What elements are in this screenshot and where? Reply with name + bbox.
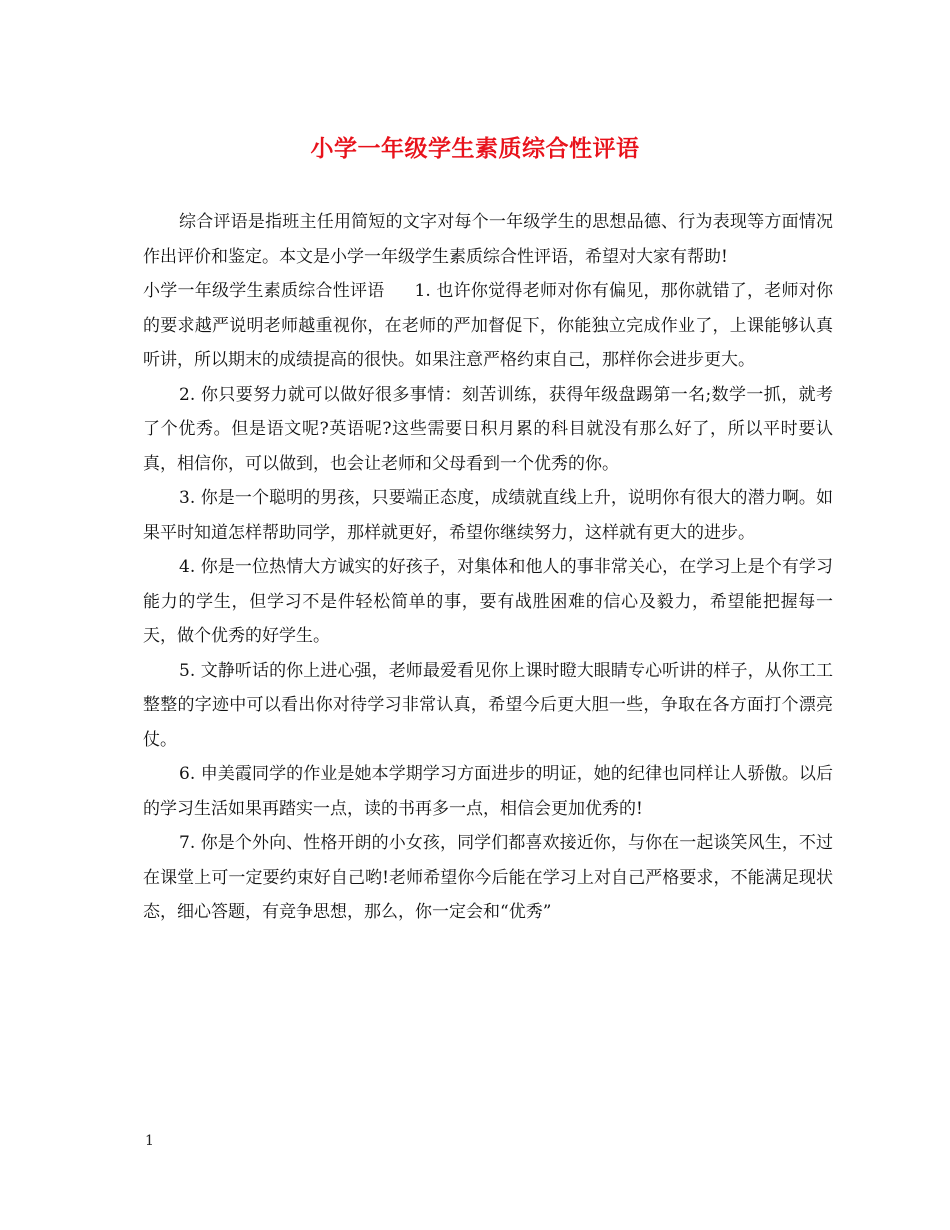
- sub-heading: 小学一年级学生素质综合性评语: [143, 281, 385, 301]
- list-item: 4. 你是一位热情大方诚实的好孩子，对集体和他人的事非常关心，在学习上是个有学习能力的学生，但学习不是件轻松简单的事，要有战胜困难的信心及毅力，希望能把握每一天，做个优秀的好学生。: [143, 557, 833, 646]
- list-item: 6. 申美霞同学的作业是她本学期学习方面进步的明证，她的纪律也同样让人骄傲。以后的学习生活如果再踏实一点，读的书再多一点，相信会更加优秀的!: [143, 764, 833, 819]
- list-item: 1. 也许你觉得老师对你有偏见，那你就错了，老师对你的要求越严说明老师越重视你，在老师的严加督促下，你能独立完成作业了，上课能够认真听讲，所以期末的成绩提高的很快。如果注意严格约束自己，那样你会进步更大。: [143, 281, 833, 370]
- list-item: 7. 你是个外向、性格开朗的小女孩，同学们都喜欢接近你，与你在一起谈笑风生，不过在课堂上可一定要约束好自己哟!老师希望你今后能在学习上对自己严格要求，不能满足现状态，细心答题，有竞争思想，那么，你一定会和“优秀”: [143, 833, 833, 922]
- document-title: 小学一年级学生素质综合性评语: [310, 135, 640, 162]
- page-number: 1: [145, 1133, 154, 1149]
- list-item: 5. 文静听话的你上进心强，老师最爱看见你上课时瞪大眼睛专心听讲的样子，从你工工整整的字迹中可以看出你对待学习非常认真，希望今后更大胆一些，争取在各方面打个漂亮仗。: [143, 660, 833, 750]
- list-item: 3. 你是一个聪明的男孩，只要端正态度，成绩就直线上升，说明你有很大的潜力啊。如果平时知道怎样帮助同学，那样就更好，希望你继续努力，这样就有更大的进步。: [143, 488, 833, 543]
- intro-paragraph: 综合评语是指班主任用简短的文字对每个一年级学生的思想品德、行为表现等方面情况作出评价和鉴定。本文是小学一年级学生素质综合性评语，希望对大家有帮助!: [143, 212, 833, 267]
- list-item: 2. 你只要努力就可以做好很多事情：刻苦训练，获得年级盘踢第一名;数学一抓，就考了个优秀。但是语文呢?英语呢?这些需要日积月累的科目就没有那么好了，所以平时要认真，相信你，可以做到，也会让老师和父母看到一个优秀的你。: [143, 384, 833, 474]
- first-item-paragraph: [143, 274, 833, 378]
- document-body: [143, 205, 833, 930]
